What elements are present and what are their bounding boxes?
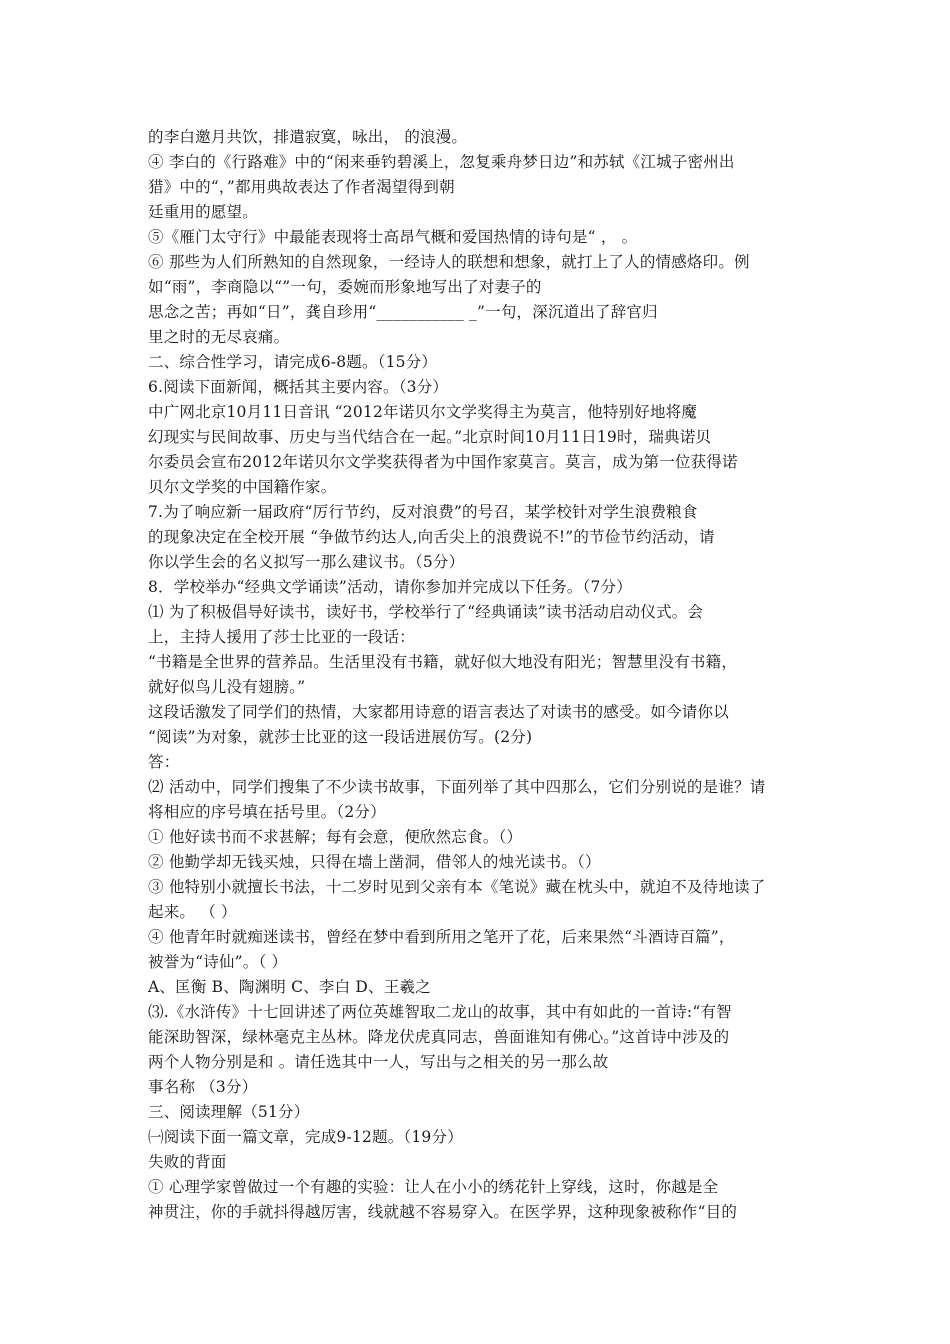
text-line: 里之时的无尽哀痛。 [148,328,290,346]
text-line: 猎》中的“，”都用典故表达了作者渴望得到朝 [148,178,455,196]
text-line: 尔委员会宣布2012年诺贝尔文学奖获得者为中国作家莫言。莫言，成为第一位获得诺 [148,453,738,471]
text-line: 思念之苦；再如“日”，龚自珍用“___________ _”一句，深沉道出了辞官归 [148,303,658,321]
text-line: 两个人物分别是和 。请任选其中一人，写出与之相关的另一那么故 [148,1053,609,1071]
text-line: 幻现实与民间故事、历史与当代结合在一起。”北京时间10月11日19时，瑞典诺贝 [148,428,712,446]
text-line: 贝尔文学奖的中国籍作家。 [148,478,337,496]
text-line: 这段话激发了同学们的热情，大家都用诗意的语言表达了对读书的感受。如今请你以 [148,703,729,721]
text-line: 将相应的序号填在括号里。（2分） [148,803,386,821]
text-line: 的现象决定在全校开展 “争做节约达人,向舌尖上的浪费说不!”的节俭节约活动，请 [148,528,715,546]
list-item: ③ 他特别小就擅长书法，十二岁时见到父亲有本《笔说》藏在枕头中，就迫不及待地读了 [148,878,766,896]
text-line: 神贯注，你的手就抖得越厉害，线就越不容易穿入。在医学界，这种现象被称作“目的 [148,1203,738,1221]
text-line: 上，主持人援用了莎士比亚的一段话： [148,628,415,646]
section-heading: 二、综合性学习，请完成6-8题。（15分） [148,353,438,371]
text-line: ① 心理学家曾做过一个有趣的实验：让人在小小的绣花针上穿线，这时，你越是全 [148,1178,719,1196]
section-heading: 三、阅读理解（51分） [148,1103,310,1121]
text-line: 能深助智深，绿林毫克主丛林。降龙伏虎真同志，兽面谁知有佛心。”这首诗中涉及的 [148,1028,730,1046]
question-heading: 8．学校举办“经典文学诵读”活动，请你参加并完成以下任务。（7分） [148,578,632,596]
question-heading: 7.为了响应新一届政府“厉行节约，反对浪费”的号召，某学校针对学生浪费粮食 [148,503,698,521]
quote-line: “书籍是全世界的营养品。生活里没有书籍，就好似大地没有阳光；智慧里没有书籍， [148,653,738,671]
text-line: ⑤《雁门太守行》中最能表现将士高昂气概和爱国热情的诗句是“ ， 。 [148,228,638,246]
list-item: ① 他好读书而不求甚解；每有会意，便欣然忘食。（） [148,828,523,846]
text-line: 的李白邀月共饮，排遣寂寞，咏出， 的浪漫。 [148,128,468,146]
text-line: ⑴ 为了积极倡导好读书，读好书，学校举行了“经典诵读”读书活动启动仪式。会 [148,603,704,621]
article-title: 失败的背面 [148,1153,227,1171]
list-item: ④ 他青年时就痴迷读书，曾经在梦中看到所用之笔开了花，后来果然“斗酒诗百篇”， [148,928,735,946]
text-line: ⑥ 那些为人们所熟知的自然现象，一经诗人的联想和想象，就打上了人的情感烙印。例 [148,253,750,271]
text-line: 事名称 （3分） [148,1078,258,1096]
quote-line: 就好似鸟儿没有翅膀。” [148,678,306,696]
list-item: ② 他勤学却无钱买烛，只得在墙上凿洞，借邻人的烛光读书。（） [148,853,601,871]
text-line: 被誉为“诗仙”。（ ） [148,953,288,971]
text-line: ⑵ 活动中，同学们搜集了不少读书故事，下面列举了其中四那么，它们分别说的是谁？请 [148,778,766,796]
text-line: 廷重用的愿望。 [148,203,258,221]
text-line: 起来。 （ ） [148,903,237,921]
text-line: 中广网北京10月11日音讯 “2012年诺贝尔文学奖得主为莫言，他特别好地将魔 [148,403,698,421]
question-heading: 6.阅读下面新闻，概括其主要内容。（3分） [148,378,449,396]
text-line: 如“雨”，李商隐以“”一句，委婉而形象地写出了对妻子的 [148,278,542,296]
answer-label: 答： [148,753,180,771]
options-line: A、匡衡 B、陶渊明 C、李白 D、王羲之 [148,978,431,996]
text-line: “阅读”为对象，就莎士比亚的这一段话进展仿写。(2分) [148,728,533,746]
text-line: 你以学生会的名义拟写一那么建议书。（5分） [148,553,465,571]
text-line: ⑶.《水浒传》十七回讲述了两位英雄智取二龙山的故事，其中有如此的一首诗:“有智 [148,1003,732,1021]
text-line: ④ 李白的《行路难》中的“闲来垂钓碧溪上，忽复乘舟梦日边”和苏轼《江城子密州出 [148,153,735,171]
question-heading: ㈠阅读下面一篇文章，完成9-12题。（19分） [148,1128,463,1146]
